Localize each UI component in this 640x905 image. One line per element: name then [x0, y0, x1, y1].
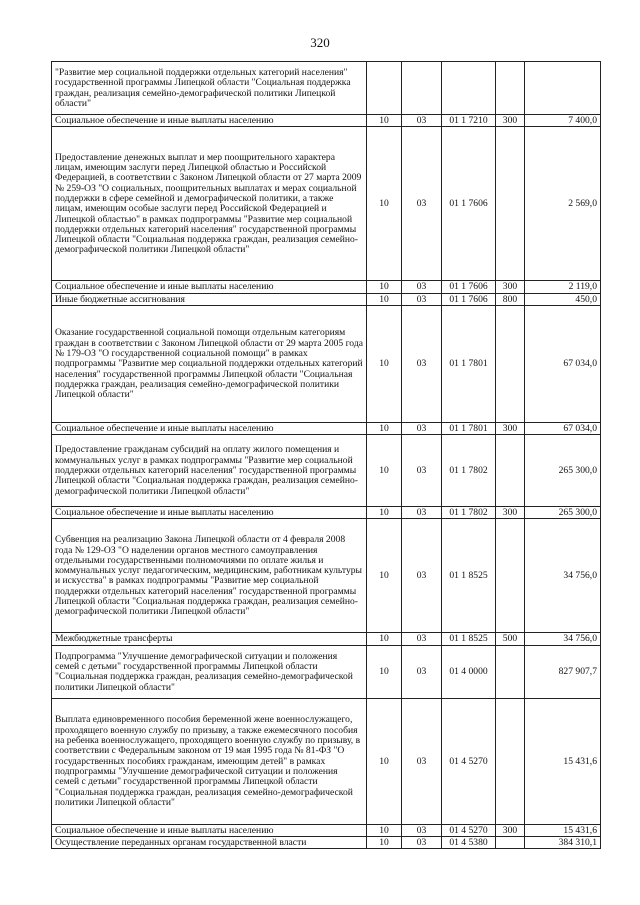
- cell-target-article: 01 4 5270: [442, 698, 496, 824]
- table-row: [52, 507, 601, 519]
- cell-name: "Развитие мер социальной поддержки отдельных категорий населения" государственной программы Липецкой области "Социальная поддержка граждан, реализация семейно-демографической политики Липецкой области": [52, 62, 367, 115]
- cell-subsection: 03: [402, 837, 442, 849]
- cell-name: Иные бюджетные ассигнования: [52, 293, 367, 305]
- cell-subsection: 03: [402, 507, 442, 519]
- cell-subsection: 03: [402, 281, 442, 293]
- cell-subsection: 03: [402, 519, 442, 633]
- cell-expense-type: 500: [496, 633, 525, 645]
- cell-target-article: 01 1 7802: [442, 435, 496, 507]
- cell-amount: 67 034,0: [525, 305, 601, 422]
- cell-name: Социальное обеспечение и иные выплаты населению: [52, 115, 367, 127]
- table-row: [52, 62, 601, 115]
- cell-section: 10: [367, 435, 402, 507]
- cell-amount: 34 756,0: [525, 633, 601, 645]
- cell-amount: 2 119,0: [525, 281, 601, 293]
- cell-name: Выплата единовременного пособия беременной жене военнослужащего, проходящего военную службу по призыву, а также ежемесячного пособия на ребенка военнослужащего, проходящего военную службу по призыву, в соответствии с Федеральным законом от 19 мая 1995 года № 81-ФЗ "О государственных пособиях гражданам, имеющим детей" в рамках подпрограммы "Улучшение демографической ситуации и положения семей с детьми" государственной программы Липецкой области "Социальная поддержка граждан, реализация семейно-демографической политики Липецкой области": [52, 698, 367, 824]
- cell-expense-type: [496, 127, 525, 281]
- cell-section: 10: [367, 698, 402, 824]
- cell-expense-type: 800: [496, 293, 525, 305]
- cell-amount: 827 907,7: [525, 645, 601, 698]
- table-row: [52, 633, 601, 645]
- cell-name: Предоставление гражданам субсидий на оплату жилого помещения и коммунальных услуг в рамках подпрограммы "Развитие мер социальной поддержки отдельных категорий населения" государственной программы Липецкой области "Социальная поддержка граждан, реализация семейно-демографической политики Липецкой области": [52, 435, 367, 507]
- table-row: [52, 305, 601, 422]
- cell-subsection: 03: [402, 305, 442, 422]
- cell-target-article: 01 1 8525: [442, 633, 496, 645]
- table-row: [52, 281, 601, 293]
- cell-expense-type: [496, 305, 525, 422]
- table-row: [52, 115, 601, 127]
- cell-section: 10: [367, 293, 402, 305]
- cell-target-article: 01 1 7606: [442, 127, 496, 281]
- cell-subsection: 03: [402, 633, 442, 645]
- table-row: [52, 645, 601, 698]
- cell-name: Социальное обеспечение и иные выплаты населению: [52, 507, 367, 519]
- cell-section: [367, 62, 402, 115]
- table-row: [52, 422, 601, 434]
- cell-amount: 67 034,0: [525, 422, 601, 434]
- cell-expense-type: [496, 698, 525, 824]
- cell-target-article: 01 1 7210: [442, 115, 496, 127]
- budget-table: [51, 61, 601, 849]
- cell-amount: 15 431,6: [525, 698, 601, 824]
- cell-expense-type: 300: [496, 824, 525, 836]
- cell-expense-type: [496, 62, 525, 115]
- cell-amount: 15 431,6: [525, 824, 601, 836]
- cell-amount: 450,0: [525, 293, 601, 305]
- cell-amount: 384 310,1: [525, 837, 601, 849]
- cell-target-article: [442, 62, 496, 115]
- cell-expense-type: 300: [496, 422, 525, 434]
- cell-target-article: 01 1 7802: [442, 507, 496, 519]
- cell-amount: 34 756,0: [525, 519, 601, 633]
- cell-target-article: 01 4 5270: [442, 824, 496, 836]
- cell-target-article: 01 1 7801: [442, 422, 496, 434]
- cell-target-article: 01 1 8525: [442, 519, 496, 633]
- table-row: [52, 837, 601, 849]
- cell-section: 10: [367, 281, 402, 293]
- table-row: [52, 698, 601, 824]
- table-row: [52, 824, 601, 836]
- cell-section: 10: [367, 305, 402, 422]
- cell-section: 10: [367, 633, 402, 645]
- cell-subsection: 03: [402, 645, 442, 698]
- cell-target-article: 01 4 5380: [442, 837, 496, 849]
- cell-amount: 7 400,0: [525, 115, 601, 127]
- cell-section: 10: [367, 519, 402, 633]
- cell-name: Социальное обеспечение и иные выплаты населению: [52, 281, 367, 293]
- budget-table-body: [52, 62, 601, 849]
- cell-expense-type: [496, 519, 525, 633]
- cell-expense-type: [496, 837, 525, 849]
- cell-name: Подпрограмма "Улучшение демографической ситуации и положения семей с детьми" государственной программы Липецкой области "Социальная поддержка граждан, реализация семейно-демографической политики Липецкой области": [52, 645, 367, 698]
- cell-name: Субвенция на реализацию Закона Липецкой области от 4 февраля 2008 года № 129-ОЗ "О наделении органов местного самоуправления отдельными государственными полномочиями по оплате жилья и коммунальных услуг педагогическим, медицинским, работникам культуры и искусства" в рамках подпрограммы "Развитие мер социальной поддержки отдельных категорий населения" государственной программы Липецкой области "Социальная поддержка граждан, реализация семейно-демографической политики Липецкой области": [52, 519, 367, 633]
- cell-name: Оказание государственной социальной помощи отдельным категориям граждан в соответствии с Законом Липецкой области от 29 марта 2005 года № 179-ОЗ "О государственной социальной помощи" в рамках подпрограммы "Развитие мер социальной поддержки отдельных категорий населения" государственной программы Липецкой области "Социальная поддержка граждан, реализация семейно-демографической политики Липецкой области": [52, 305, 367, 422]
- cell-amount: 265 300,0: [525, 507, 601, 519]
- cell-expense-type: [496, 645, 525, 698]
- cell-subsection: 03: [402, 824, 442, 836]
- cell-subsection: 03: [402, 698, 442, 824]
- cell-amount: [525, 62, 601, 115]
- cell-target-article: 01 1 7606: [442, 293, 496, 305]
- cell-section: 10: [367, 507, 402, 519]
- cell-section: 10: [367, 837, 402, 849]
- cell-expense-type: 300: [496, 507, 525, 519]
- cell-name: Социальное обеспечение и иные выплаты населению: [52, 422, 367, 434]
- cell-subsection: 03: [402, 435, 442, 507]
- cell-target-article: 01 1 7801: [442, 305, 496, 422]
- cell-target-article: 01 1 7606: [442, 281, 496, 293]
- cell-expense-type: [496, 435, 525, 507]
- cell-name: Социальное обеспечение и иные выплаты населению: [52, 824, 367, 836]
- cell-target-article: 01 4 0000: [442, 645, 496, 698]
- cell-subsection: 03: [402, 127, 442, 281]
- table-row: [52, 293, 601, 305]
- cell-name: Предоставление денежных выплат и мер поощрительного характера лицам, имеющим заслуги перед Липецкой областью и Российской Федерацией, в соответствии с Законом Липецкой области от 27 марта 2009 № 259-ОЗ "О социальных, поощрительных выплатах и мерах социальной поддержки в сфере семейной и демографической политики, а также лицам, имеющим особые заслуги перед Российской Федерацией и Липецкой областью" в рамках подпрограммы "Развитие мер социальной поддержки отдельных категорий населения" государственной программы Липецкой области "Социальная поддержка граждан, реализация семейно-демографической политики Липецкой области": [52, 127, 367, 281]
- table-row: [52, 127, 601, 281]
- cell-section: 10: [367, 115, 402, 127]
- cell-subsection: 03: [402, 293, 442, 305]
- cell-subsection: 03: [402, 422, 442, 434]
- cell-subsection: 03: [402, 115, 442, 127]
- table-row: [52, 519, 601, 633]
- cell-name: Осуществление переданных органам государственной власти: [52, 837, 367, 849]
- page-number: 320: [310, 35, 330, 50]
- cell-subsection: [402, 62, 442, 115]
- cell-expense-type: 300: [496, 281, 525, 293]
- cell-section: 10: [367, 824, 402, 836]
- cell-expense-type: 300: [496, 115, 525, 127]
- cell-amount: 265 300,0: [525, 435, 601, 507]
- cell-section: 10: [367, 127, 402, 281]
- cell-section: 10: [367, 645, 402, 698]
- cell-name: Межбюджетные трансферты: [52, 633, 367, 645]
- cell-amount: 2 569,0: [525, 127, 601, 281]
- table-row: [52, 435, 601, 507]
- cell-section: 10: [367, 422, 402, 434]
